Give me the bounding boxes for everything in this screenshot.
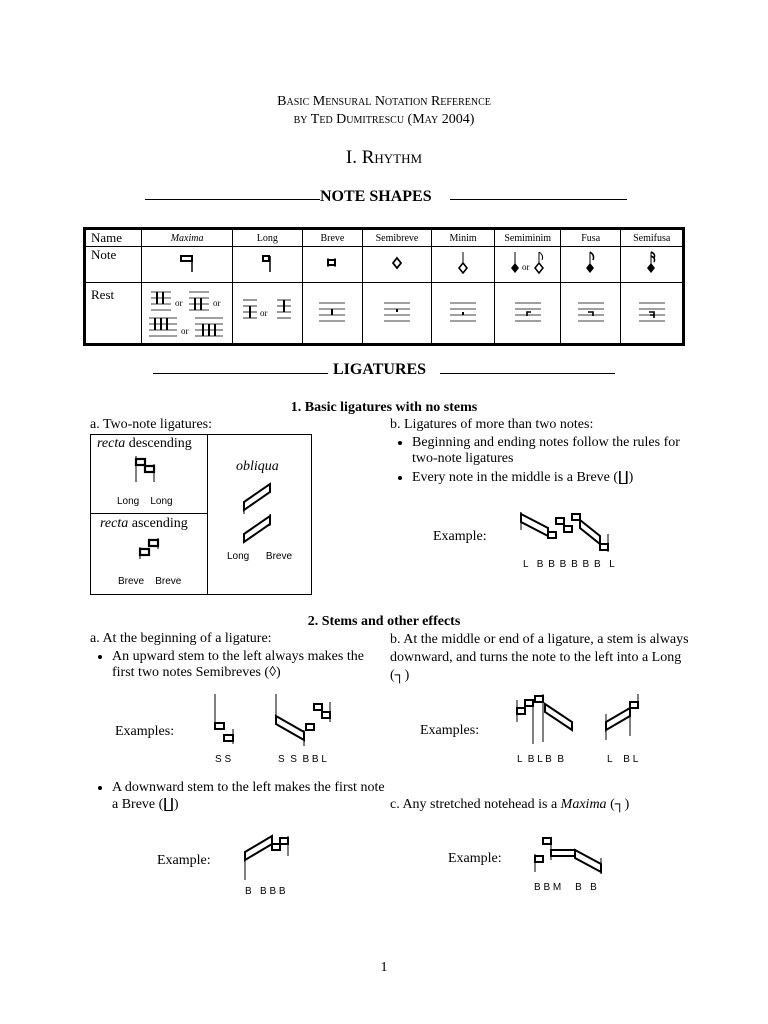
long-long-label: Long Long xyxy=(117,496,173,507)
semiminim-rest-icon xyxy=(495,283,561,345)
maxima-note-icon xyxy=(142,247,233,283)
rule-right xyxy=(450,199,627,200)
stem-middle-example-2-letters: L B L xyxy=(607,754,639,765)
doc-byline: by Ted Dumitrescu (May 2004) xyxy=(293,112,475,127)
note-shapes-heading: NOTE SHAPES xyxy=(320,188,432,205)
stretched-example-letters: B B M B B xyxy=(534,882,597,893)
doc-title: Basic Mensural Notation Reference xyxy=(277,94,491,109)
col-long: Long xyxy=(232,229,302,247)
stem-begin-list-2 xyxy=(90,780,387,815)
maxima-rest-or-1: or xyxy=(175,297,183,308)
col-fusa: Fusa xyxy=(561,229,621,247)
stem-begin-list-1 xyxy=(90,649,387,683)
rule-left-lig xyxy=(153,373,328,374)
stem-up-example-ss-letters: S S xyxy=(215,754,232,765)
col-semibreve: Semibreve xyxy=(363,229,432,247)
stem-middle-examples-label: Examples: xyxy=(420,723,480,738)
box-divider-v xyxy=(207,434,208,595)
stem-middle-example-2-icon xyxy=(602,692,642,748)
minim-note-icon xyxy=(431,247,495,283)
semiminim-note-icon xyxy=(495,247,561,283)
long-rest-icon xyxy=(232,283,302,345)
long-note-icon xyxy=(232,247,302,283)
obliqua-label: obliqua xyxy=(236,459,279,474)
breve-breve-label: Breve Breve xyxy=(118,576,182,587)
stretched-notehead-text: c. Any stretched notehead is a Maxima (┐) xyxy=(390,797,630,812)
sub-heading-stems: 2. Stems and other effects xyxy=(307,614,461,629)
two-note-title: a. Two-note ligatures: xyxy=(90,417,213,432)
page-number: 1 xyxy=(380,960,388,975)
row-label-rest: Rest xyxy=(85,283,142,345)
long-breve-label: Long Breve xyxy=(227,551,293,562)
multi-note-list xyxy=(390,435,692,488)
multi-example-letters: L B B B B B B L xyxy=(523,559,616,570)
breve-note-icon xyxy=(302,247,362,283)
stem-down-example-letters: B B B B xyxy=(245,886,286,897)
section-title: I. Rhythm xyxy=(345,147,423,168)
maxima-rest-icon xyxy=(142,283,233,345)
semifusa-rest-icon xyxy=(621,283,684,345)
long-rest-or: or xyxy=(260,307,268,318)
stem-up-example-ss-icon xyxy=(210,694,244,752)
stem-up-item: • An upward stem to the left always makes the first two notes Semibreves (◊) xyxy=(112,649,387,681)
stem-down-example-label: Example: xyxy=(157,853,211,868)
note-shapes-table xyxy=(83,227,685,346)
fusa-note-icon xyxy=(561,247,621,283)
semibreve-note-icon xyxy=(363,247,432,283)
stem-middle-text: b. At the middle or end of a ligature, a stem is always downward, and turns the note to the left into a Long (┐) xyxy=(390,632,689,683)
recta-descending-label: recta descending xyxy=(97,436,192,451)
semiminim-or: or xyxy=(521,262,530,272)
ligatures-heading: LIGATURES xyxy=(333,361,427,378)
breve-rest-icon xyxy=(302,283,362,345)
col-semifusa: Semifusa xyxy=(621,229,684,247)
multi-example-label: Example: xyxy=(433,529,487,544)
minim-rest-icon xyxy=(431,283,495,345)
recta-descending-icon xyxy=(134,456,164,486)
stem-middle-example-1-icon xyxy=(512,692,582,752)
semibreve-rest-icon xyxy=(363,283,432,345)
maxima-rest-or-2: or xyxy=(213,297,221,308)
stem-up-example-ssbbl-icon xyxy=(272,694,342,752)
multi-note-item-1: • Beginning and ending notes follow the rules for two-note ligatures xyxy=(412,435,692,467)
multi-example-icon xyxy=(518,510,628,558)
semifusa-note-icon xyxy=(621,247,684,283)
fusa-rest-icon xyxy=(561,283,621,345)
stretched-example-label: Example: xyxy=(448,851,502,866)
recta-ascending-icon xyxy=(138,537,168,565)
multi-note-item-2: • Every note in the middle is a Breve (∐) xyxy=(412,469,692,486)
stretched-example-icon xyxy=(531,830,611,878)
stem-up-example-ssbbl-letters: S S B B L xyxy=(278,754,327,765)
stem-middle-example-1-letters: L B L B B xyxy=(517,754,565,765)
rule-right-lig xyxy=(440,373,615,374)
row-label-name: Name xyxy=(85,229,142,247)
recta-ascending-label: recta ascending xyxy=(100,516,188,531)
stem-begin-title: a. At the beginning of a ligature: xyxy=(90,631,272,646)
col-breve: Breve xyxy=(302,229,362,247)
rule-left xyxy=(145,199,320,200)
stem-up-examples-label: Examples: xyxy=(115,724,175,739)
col-minim: Minim xyxy=(431,229,495,247)
multi-note-title: b. Ligatures of more than two notes: xyxy=(390,417,594,432)
stem-down-example-icon xyxy=(242,830,302,884)
maxima-rest-or-3: or xyxy=(181,325,189,336)
sub-heading-basic: 1. Basic ligatures with no stems xyxy=(290,400,478,415)
obliqua-icon xyxy=(240,480,280,542)
row-label-note: Note xyxy=(85,247,142,283)
stem-down-item: • A downward stem to the left makes the first note a Breve (∐) xyxy=(112,780,387,813)
col-maxima: Maxima xyxy=(142,229,233,247)
box-divider-h xyxy=(90,513,207,514)
col-semiminim: Semiminim xyxy=(495,229,561,247)
